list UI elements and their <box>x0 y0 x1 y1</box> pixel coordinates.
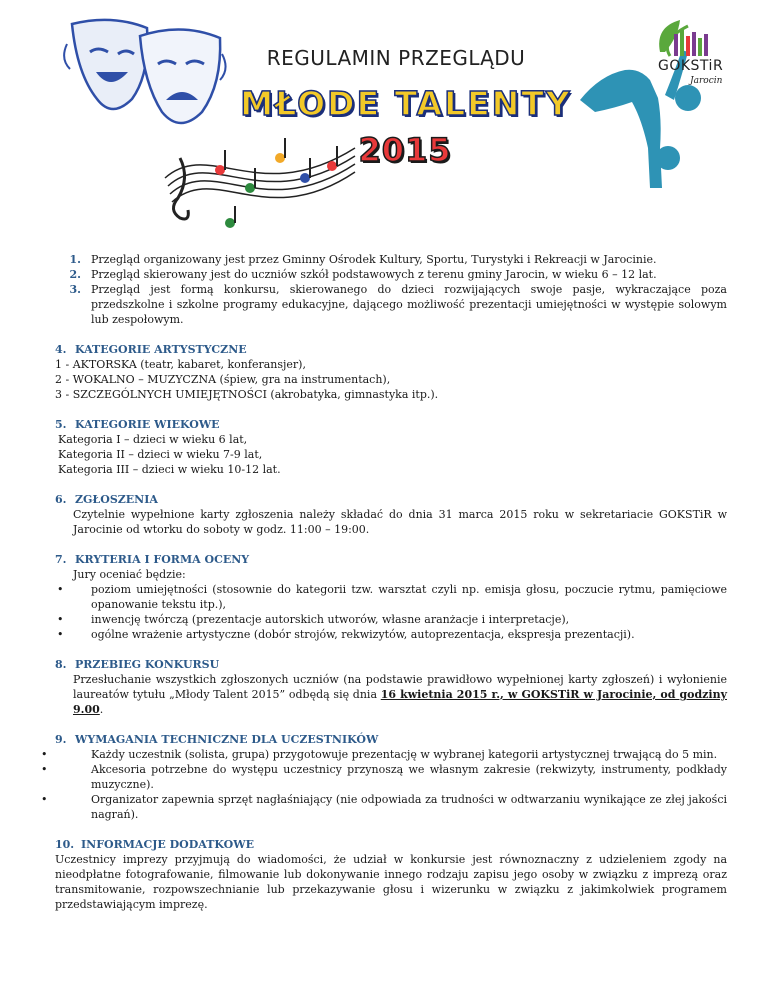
section-evaluation-criteria <box>55 552 727 642</box>
list-item: • Każdy uczestnik (solista, grupa) przygotowuje prezentację w wybranej kategorii artystycznej trwającą do 5 min. <box>41 748 718 761</box>
section-text: Przesłuchanie wszystkich zgłoszonych uczniów (na podstawie prawidłowo wypełnionej karty zgłoszeń) i wyłonienie laureatów tytułu „Młody Talent 2015” odbędą się dnia 16 kwietnia 2015 r., w GOKSTiR w Jarocinie, od godziny 9.00. <box>73 673 727 716</box>
title-line-1: REGULAMIN PRZEGLĄDU <box>266 46 526 70</box>
section-intro: Jury oceniać będzie: <box>73 568 186 581</box>
title-year: 2015 <box>358 131 452 169</box>
list-item: 3 - SZCZEGÓLNYCH UMIEJĘTNOŚCI (akrobatyka, gimnastyka itp.). <box>55 388 439 401</box>
section-contest-course <box>55 657 727 717</box>
section-heading: 10. INFORMACJE DODATKOWE <box>55 838 254 851</box>
event-date-highlight: 16 kwietnia 2015 r., w GOKSTiR w Jarocinie, od godziny 9.00 <box>73 688 727 716</box>
list-item: 3. Przegląd jest formą konkursu, skierowanego do dzieci rozwijających swoje pasje, wykraczające poza przedszkolne i szkolne programy edukacyjne, dającego możliwość prezentacji umiejętności w występie solowym lub zespołowym. <box>69 283 727 326</box>
section-heading: 7. KRYTERIA I FORMA OCENY <box>55 553 250 566</box>
section-heading: 8. PRZEBIEG KONKURSU <box>55 658 220 671</box>
logo-city: Jarocin <box>690 76 723 86</box>
list-item: 2. Przegląd skierowany jest do uczniów szkół podstawowych z terenu gminy Jarocin, w wieku 6 – 12 lat. <box>69 268 657 281</box>
section-heading: 9. WYMAGANIA TECHNICZNE DLA UCZESTNIKÓW <box>55 733 379 746</box>
list-item: Kategoria III – dzieci w wieku 10-12 lat. <box>58 463 281 476</box>
section-heading: 4. KATEGORIE ARTYSTYCZNE <box>55 343 247 356</box>
section-age-categories <box>55 417 727 477</box>
regulations-body <box>41 252 727 912</box>
logo-name: GOKSTiR <box>658 58 724 74</box>
list-item: 2 - WOKALNO – MUZYCZNA (śpiew, gra na instrumentach), <box>55 373 391 386</box>
section-additional-info <box>55 837 727 912</box>
header <box>0 0 768 240</box>
list-item: • Akcesoria potrzebne do występu uczestnicy przynoszą we własnym zakresie (rekwizyty, instrumenty, podkłady muzyczne). <box>41 763 727 791</box>
list-item: • ogólne wrażenie artystyczne (dobór strojów, rekwizytów, autoprezentacja, ekspresja prezentacji). <box>57 628 635 641</box>
list-item: • inwencję twórczą (prezentacje autorskich utworów, własne aranżacje i interpretacje), <box>57 613 570 626</box>
list-item: • poziom umiejętności (stosownie do kategorii tzw. warsztat czyli np. emisja głosu, poczucie rytmu, pamięciowe opanowanie tekstu itp.), <box>57 583 727 611</box>
list-item: Kategoria I – dzieci w wieku 6 lat, <box>58 433 248 446</box>
title-line-2: MŁODE TALENTY <box>240 84 572 123</box>
list-item: 1 - AKTORSKA (teatr, kabaret, konferansjer), <box>55 358 306 371</box>
section-heading: 5. KATEGORIE WIEKOWE <box>55 418 220 431</box>
section-technical-requirements <box>41 732 727 822</box>
section-text: Uczestnicy imprezy przyjmują do wiadomości, że udział w konkursie jest równoznaczny z udzieleniem zgody na nieodpłatne fotografowanie, filmowanie lub dokonywanie innego rodzaju zapisu jego osoby w związku z imprezą oraz transmitowanie, rozpowszechnianie lub przekazywanie głosu i wizerunku w związku z jakimkolwiek programem przedstawiającym imprezę. <box>55 853 727 911</box>
section-applications <box>55 492 727 537</box>
list-item: 1. Przegląd organizowany jest przez Gminny Ośrodek Kultury, Sportu, Turystyki i Rekreacji w Jarocinie. <box>69 253 657 266</box>
list-item: Kategoria II – dzieci w wieku 7-9 lat, <box>58 448 263 461</box>
list-item: • Organizator zapewnia sprzęt nagłaśniający (nie odpowiada za trudności w odtwarzaniu wynikające ze złej jakości nagrań). <box>41 793 727 821</box>
music-notes-icon <box>160 118 360 236</box>
section-text: Czytelnie wypełnione karty zgłoszenia należy składać do dnia 31 marca 2015 roku w sekretariacie GOKSTiR w Jarocinie od wtorku do soboty w godz. 11:00 – 19:00. <box>73 508 727 536</box>
intro-list <box>55 252 727 327</box>
section-artistic-categories <box>55 342 727 402</box>
theatre-masks-icon <box>62 14 227 134</box>
section-heading: 6. ZGŁOSZENIA <box>55 493 158 506</box>
